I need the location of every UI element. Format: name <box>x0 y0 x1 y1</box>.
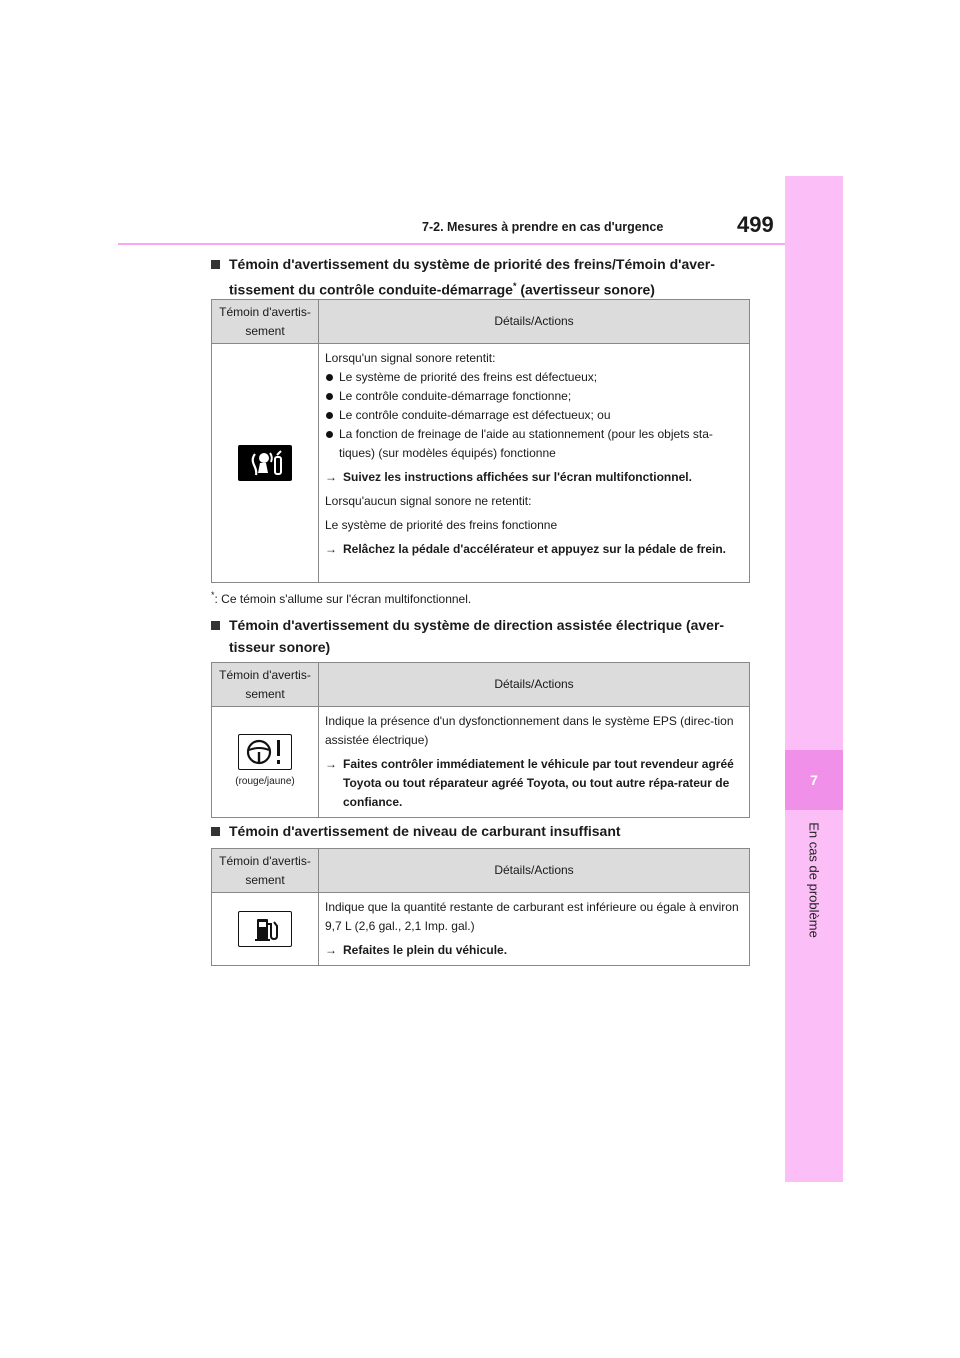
column-header-details: Détails/Actions <box>319 663 750 707</box>
brake-override-warning-icon <box>238 445 292 481</box>
details-cell <box>319 344 750 583</box>
column-header-warning: Témoin d'avertis- sement <box>212 849 319 893</box>
detail-intro: Indique la présence d'un dysfonctionnement dans le système EPS (direc-tion assistée électrique) <box>325 714 734 747</box>
arrow-icon: → <box>325 943 337 957</box>
warning-table-fuel <box>211 848 750 966</box>
item-heading-brake-override <box>211 253 715 301</box>
chapter-sidebar <box>785 176 843 1182</box>
column-header-details: Détails/Actions <box>319 300 750 344</box>
header-rule <box>118 243 785 245</box>
column-header-warning: Témoin d'avertis- sement <box>212 300 319 344</box>
footnote: *: Ce témoin s'allume sur l'écran multifonctionnel. <box>211 590 472 606</box>
detail-action: → Relâchez la pédale d'accélérateur et appuyez sur la pédale de frein. <box>325 540 743 559</box>
section-heading: 7-2. Mesures à prendre en cas d'urgence <box>422 220 664 234</box>
heading-line-2: tissement du contrôle conduite-démarrage* (avertisseur sonore) <box>229 281 655 298</box>
heading-square-marker <box>211 260 220 269</box>
icon-cell <box>212 707 319 818</box>
page-number: 499 <box>737 212 774 237</box>
arrow-icon: → <box>325 757 337 771</box>
steering-warning-icon <box>238 734 292 770</box>
warning-table-eps <box>211 662 750 818</box>
heading-line-1: Témoin d'avertissement du système de priorité des freins/Témoin d'aver- <box>229 256 715 272</box>
heading-line-1: Témoin d'avertissement du système de direction assistée électrique (aver- <box>229 617 725 633</box>
detail-status: Le système de priorité des freins fonctionne <box>325 518 558 532</box>
arrow-icon: → <box>325 470 337 484</box>
details-cell <box>319 707 750 818</box>
heading-line-1: Témoin d'avertissement de niveau de carburant insuffisant <box>229 823 621 839</box>
detail-bullet: Le système de priorité des freins est défectueux; <box>325 368 743 387</box>
detail-action: → Refaites le plein du véhicule. <box>325 941 743 960</box>
item-heading-eps <box>211 614 724 658</box>
detail-intro: Lorsqu'un signal sonore retentit: <box>325 351 496 365</box>
detail-bullet: Le contrôle conduite-démarrage fonctionne; <box>325 387 743 406</box>
fuel-pump-icon <box>238 911 292 947</box>
item-heading-fuel <box>211 820 621 842</box>
warning-table-brake-override <box>211 299 750 583</box>
column-header-warning: Témoin d'avertis- sement <box>212 663 319 707</box>
arrow-icon: → <box>325 542 337 556</box>
detail-bullet: La fonction de freinage de l'aide au stationnement (pour les objets sta-tiques) (sur modèles équipés) fonctionne <box>325 425 743 463</box>
detail-action: → Faites contrôler immédiatement le véhicule par tout revendeur agréé Toyota ou tout réparateur agréé Toyota, ou tout autre répa-rateur de confiance. <box>325 757 734 809</box>
column-header-details: Détails/Actions <box>319 849 750 893</box>
chapter-number-tab <box>785 750 843 810</box>
heading-line-2: tisseur sonore) <box>229 639 331 655</box>
heading-square-marker <box>211 621 220 630</box>
detail-bullet: Le contrôle conduite-démarrage est défectueux; ou <box>325 406 743 425</box>
detail-intro: Indique que la quantité restante de carburant est inférieure ou égale à environ 9,7 L (2,6 gal., 2,1 Imp. gal.) <box>325 900 739 933</box>
chapter-title: En cas de problème <box>806 822 822 938</box>
chapter-number: 7 <box>810 772 818 788</box>
detail-action: → Suivez les instructions affichées sur l'écran multifonctionnel. <box>325 468 743 487</box>
detail-intro: Lorsqu'aucun signal sonore ne retentit: <box>325 494 532 508</box>
icon-caption: (rouge/jaune) <box>235 775 295 787</box>
heading-square-marker <box>211 827 220 836</box>
icon-cell <box>212 893 319 966</box>
details-cell <box>319 893 750 966</box>
icon-cell <box>212 344 319 583</box>
